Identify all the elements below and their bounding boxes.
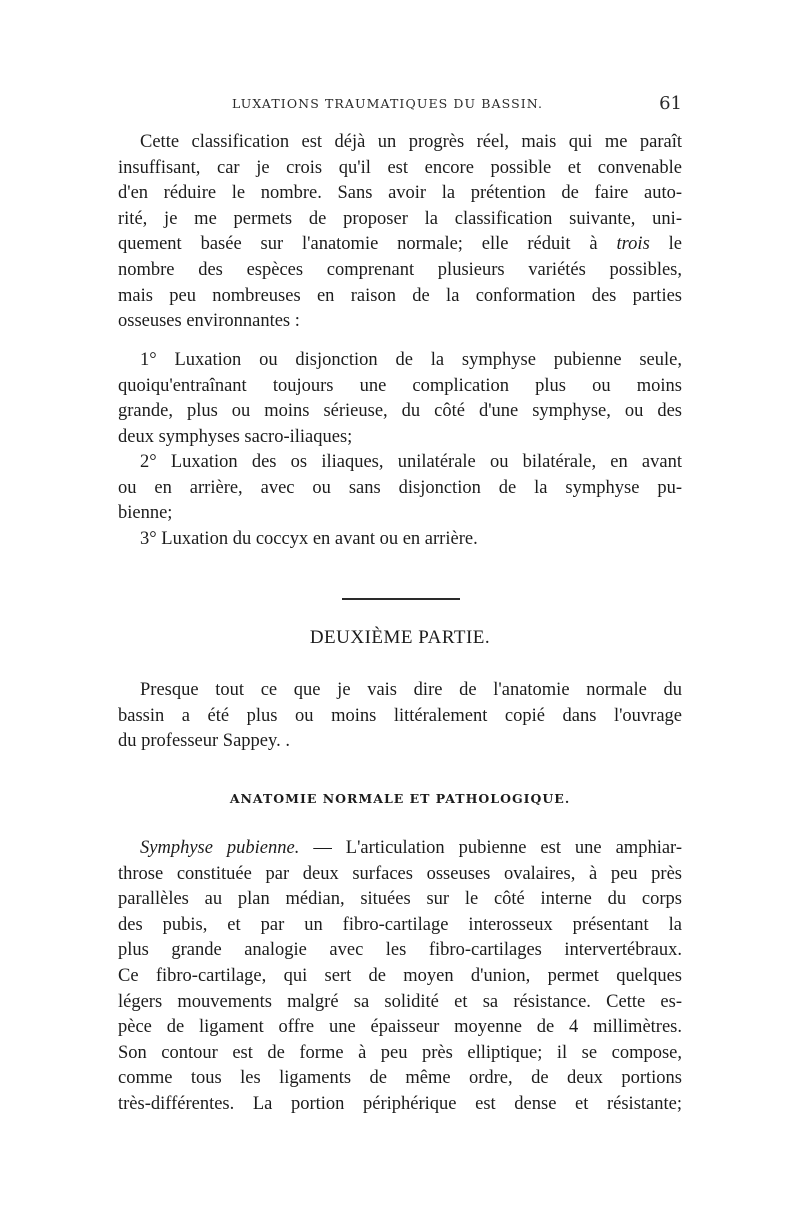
paragraph-line: insuffisant, car je crois qu'il est encore possible et convenable — [118, 157, 682, 178]
paragraph-line: comme tous les ligaments de même ordre, de deux portions — [118, 1068, 682, 1089]
paragraph-line: du professeur Sappey. . — [118, 731, 290, 752]
intro-paragraph — [118, 130, 682, 335]
paragraph-line: bienne; — [118, 503, 173, 524]
symphyse-paragraph — [118, 836, 682, 1118]
paragraph-line: bassin a été plus ou moins littéralement copié dans l'ouvrage — [118, 705, 682, 726]
section-title: ANATOMIE NORMALE ET PATHOLOGIQUE. — [229, 791, 571, 806]
emphasis-trois: trois — [616, 234, 650, 255]
paragraph-line: 3° Luxation du coccyx en avant ou en arrière. — [140, 529, 478, 549]
paragraph-line: Cette classification est déjà un progrès réel, mais qui me paraît — [140, 132, 682, 152]
paragraph-line: ou en arrière, avec ou sans disjonction de la symphyse pu- — [118, 477, 682, 498]
paragraph-line: quoiqu'entraînant toujours une complication plus ou moins — [118, 375, 682, 396]
paragraph-line: Presque tout ce que je vais dire de l'anatomie normale du — [140, 680, 682, 700]
list-item-1 — [118, 348, 682, 450]
paragraph-line: Son contour est de forme à peu près elliptique; il se compose, — [118, 1042, 682, 1063]
paragraph-line: quement basée sur l'anatomie normale; elle réduit à trois le — [118, 234, 683, 255]
paragraph-line: 2° Luxation des os iliaques, unilatérale ou bilatérale, en avant — [140, 452, 682, 472]
paragraph-line: mais peu nombreuses en raison de la conformation des parties — [118, 285, 682, 306]
page-number: 61 — [659, 93, 682, 114]
paragraph-line: grande, plus ou moins sérieuse, du côté d'une symphyse, ou des — [118, 401, 682, 422]
list-item-2 — [118, 450, 682, 527]
paragraph-line: Ce fibro-cartilage, qui sert de moyen d'union, permet quelques — [118, 965, 682, 986]
paragraph-line: plus grande analogie avec les fibro-cartilages intervertébraux. — [118, 940, 682, 961]
running-title: LUXATIONS TRAUMATIQUES DU BASSIN. — [232, 96, 544, 111]
list-item-3 — [118, 527, 682, 553]
paragraph-line: osseuses environnantes : — [118, 311, 300, 332]
paragraph-line: nombre des espèces comprenant plusieurs variétés possibles, — [118, 259, 682, 280]
paragraph-line: pèce de ligament offre une épaisseur moyenne de 4 millimètres. — [118, 1017, 682, 1038]
paragraph-line: d'en réduire le nombre. Sans avoir la prétention de faire auto- — [118, 183, 682, 204]
section-divider — [342, 598, 460, 600]
part-intro-paragraph — [118, 678, 682, 755]
paragraph-line: deux symphyses sacro-iliaques; — [118, 426, 353, 447]
paragraph-line: très-différentes. La portion périphérique est dense et résistante; — [118, 1093, 682, 1114]
paragraph-line: Symphyse pubienne. — L'articulation pubienne est une amphiar- — [140, 838, 682, 858]
paragraph-line: des pubis, et par un fibro-cartilage interosseux présentant la — [118, 914, 682, 935]
page-header — [118, 93, 682, 120]
paragraph-line: 1° Luxation ou disjonction de la symphyse pubienne seule, — [140, 350, 682, 370]
paragraph-line: rité, je me permets de proposer la classification suivante, uni- — [118, 208, 682, 229]
paragraph-line: parallèles au plan médian, situées sur le côté interne du corps — [118, 889, 682, 910]
part-title: DEUXIÈME PARTIE. — [309, 627, 491, 648]
subsection-lead: Symphyse pubienne. — [140, 838, 300, 858]
paragraph-line: throse constituée par deux surfaces osseuses ovalaires, à peu près — [118, 863, 682, 884]
paragraph-line: légers mouvements malgré sa solidité et sa résistance. Cette es- — [118, 991, 682, 1012]
